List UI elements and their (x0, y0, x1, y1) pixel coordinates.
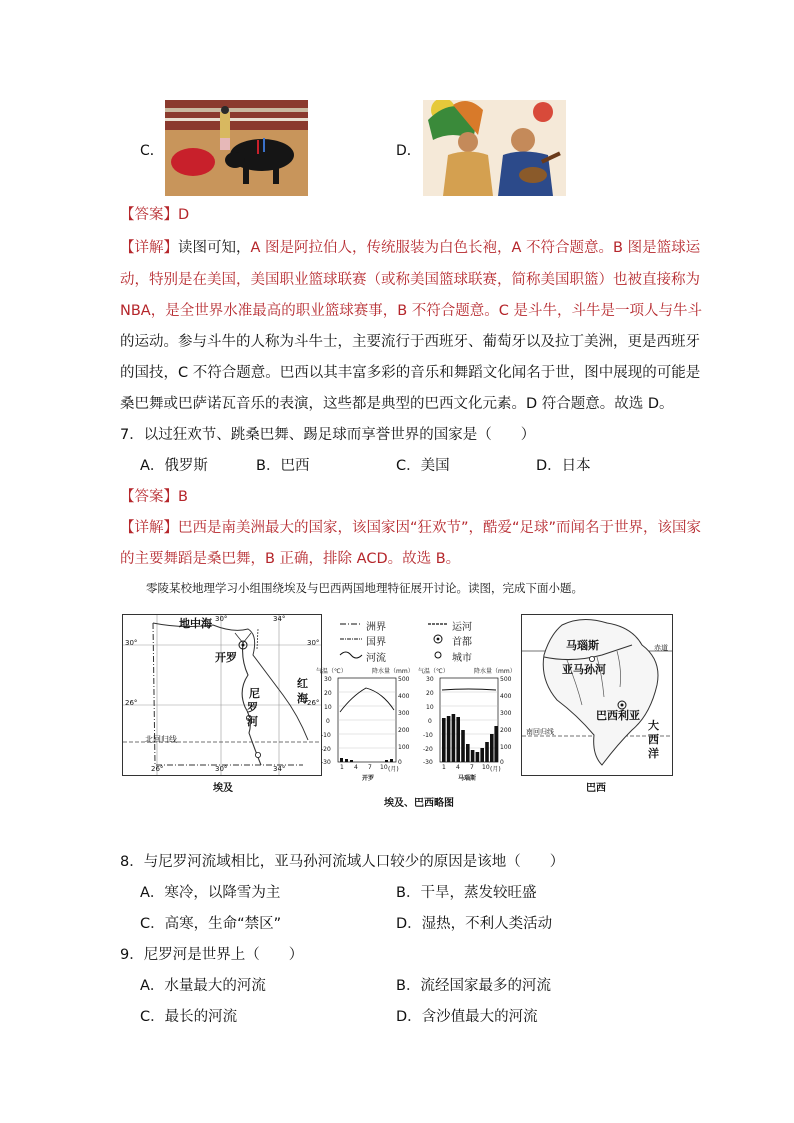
answer-tag: 【答案】 (120, 207, 178, 223)
q6-answer-line (120, 205, 189, 225)
manaus-ptick: 100 (500, 744, 512, 751)
atlantic-label-1: 大 (648, 719, 659, 732)
med-sea-label: 地中海 (179, 617, 212, 630)
manaus-ptick: 500 (500, 676, 512, 683)
q9-option-a: A．水量最大的河流 (140, 978, 266, 994)
top-lon-30: 30° (215, 615, 228, 623)
cairo-ptick: 0 (398, 759, 402, 766)
tropic-label: 北回归线 (145, 735, 177, 744)
manaus-tick: 20 (426, 690, 434, 697)
brasilia-label: 巴西利亚 (596, 709, 640, 722)
legend-city: 城市 (452, 653, 472, 664)
q7-stem: 7．以过狂欢节、跳桑巴舞、踢足球而享誉世界的国家是（ ） (120, 427, 536, 443)
manaus-precip-label: 降水量（mm） (474, 668, 516, 675)
detail-text: 巴西是南美洲最大的国家，该国家因“狂欢节”，酷爱“足球”而闻名于世界，该国家 (178, 520, 702, 536)
cairo-ptick: 100 (398, 744, 410, 751)
q8-stem: 8．与尼罗河流域相比，亚马孙河流域人口较少的原因是该地（ ） (120, 854, 565, 870)
manaus-ptick: 200 (500, 727, 512, 734)
bullfight-photo (165, 100, 308, 196)
q6-detail-line-4: 的运动。参与斗牛的人称为斗牛士，主要流行于西班牙、葡萄牙以及拉丁美洲，更是西班牙 (120, 334, 700, 350)
answer-tag: 【答案】 (120, 489, 178, 505)
q6-detail-line-2: 动，特别是在美国，美国职业篮球联赛（或称美国篮球联赛，简称美国职篮）也被直接称为 (120, 272, 700, 288)
cairo-tick: 20 (324, 690, 332, 697)
q9-option-b: B．流经国家最多的河流 (396, 978, 551, 994)
manaus-ptick: 300 (500, 710, 512, 717)
q7-option-c: C．美国 (396, 458, 450, 474)
lon-34: 34° (273, 765, 286, 773)
q9-option-c: C．最长的河流 (140, 1009, 238, 1025)
figure-intro: 零陵某校地理学习小组围绕埃及与巴西两国地理特征展开讨论。读图，完成下面小题。 (146, 581, 583, 595)
manaus-xtick: 1 (442, 764, 446, 771)
manaus-ptick: 400 (500, 693, 512, 700)
cairo-temp-label: 气温（℃） (316, 668, 347, 675)
lat-30: 30° (125, 639, 138, 647)
cairo-tick: 30 (324, 676, 332, 683)
manaus-tick: -30 (423, 759, 433, 766)
cairo-xtick: 7 (368, 764, 372, 771)
cairo-tick: 0 (326, 718, 330, 725)
manaus-xtick: 10 (482, 764, 490, 771)
manaus-tick: 0 (428, 718, 432, 725)
red-sea-label-1: 红 (297, 677, 308, 690)
cairo-tick: -30 (321, 759, 331, 766)
amazon-label: 亚马孙河 (562, 663, 606, 676)
q8-option-d: D．湿热，不利人类活动 (396, 916, 553, 932)
brazil-caption: 巴西 (586, 783, 606, 794)
cairo-xtick: (月) (388, 766, 399, 773)
egypt-map (122, 614, 322, 776)
lat-30-right: 30° (307, 639, 320, 647)
manaus-tick: -10 (423, 732, 433, 739)
figure-caption: 埃及、巴西略图 (384, 798, 454, 809)
atlantic-label-3: 洋 (648, 747, 659, 760)
detail-tag: 【详解】 (120, 520, 178, 536)
manaus-temp-label: 气温（℃） (418, 668, 449, 675)
manaus-label: 马瑙斯 (566, 639, 599, 652)
manaus-xtick: 4 (456, 764, 460, 771)
nile-label-2: 罗 (247, 701, 258, 714)
top-lon-34: 34° (273, 615, 286, 623)
manaus-city-label: 马瑙斯 (458, 775, 477, 782)
answer-value: D (178, 207, 190, 223)
cairo-xtick: 4 (354, 764, 358, 771)
egypt-caption: 埃及 (213, 783, 233, 794)
q9-stem: 9．尼罗河是世界上（ ） (120, 947, 304, 963)
q7-option-b: B．巴西 (256, 458, 310, 474)
samba-photo (423, 100, 566, 196)
cairo-label: 开罗 (215, 651, 237, 664)
manaus-xtick: (月) (490, 766, 501, 773)
cairo-tick: 10 (324, 704, 332, 711)
cairo-ptick: 300 (398, 710, 410, 717)
legend-river: 河流 (366, 653, 386, 664)
answer-value: B (178, 489, 188, 505)
atlantic-label-2: 西 (648, 733, 659, 746)
tropic-south-label: 南回归线 (526, 728, 554, 736)
manaus-climate-chart (418, 666, 518, 782)
q8-option-b: B．干旱，蒸发较旺盛 (396, 885, 537, 901)
lon-26: 26° (151, 765, 164, 773)
cairo-climate-chart (316, 666, 416, 782)
red-sea-label-2: 海 (297, 692, 308, 705)
q7-detail-line-2: 的主要舞蹈是桑巴舞，B 正确，排除 ACD。故选 B。 (120, 551, 461, 567)
cairo-xtick: 10 (380, 764, 388, 771)
cairo-ptick: 200 (398, 727, 410, 734)
manaus-tick: 30 (426, 676, 434, 683)
manaus-xtick: 7 (470, 764, 474, 771)
legend-capital: 首都 (452, 637, 472, 648)
detail-text-1a: 读图可知， (178, 240, 251, 256)
manaus-tick: -20 (423, 746, 433, 753)
cairo-tick: -20 (321, 746, 331, 753)
q7-option-a: A．俄罗斯 (140, 458, 208, 474)
lat-26-right: 26° (307, 699, 320, 707)
cairo-city-label: 开罗 (362, 775, 375, 782)
cairo-ptick: 400 (398, 693, 410, 700)
detail-tag: 【详解】 (120, 240, 178, 256)
legend-canal: 运河 (452, 622, 472, 633)
equator-label: 赤道 (654, 644, 668, 652)
option-d-label: D． (396, 143, 421, 159)
q9-option-d: D．含沙值最大的河流 (396, 1009, 538, 1025)
q8-option-c: C．高寒，生命“禁区” (140, 916, 282, 932)
q7-detail-line-1 (120, 518, 701, 538)
map-legend (338, 617, 508, 667)
nile-label-3: 河 (247, 715, 258, 728)
q7-option-d: D．日本 (536, 458, 591, 474)
legend-national-border: 国界 (366, 637, 386, 648)
q6-detail-line-1 (120, 238, 700, 258)
q6-detail-line-3: NBA，是全世界水准最高的职业篮球赛事，B 不符合题意。C 是斗牛，斗牛是一项人与牛斗 (120, 303, 703, 319)
cairo-tick: -10 (321, 732, 331, 739)
option-c-label: C． (140, 143, 164, 159)
q6-detail-line-6: 桑巴舞或巴萨诺瓦音乐的表演，这些都是典型的巴西文化元素。D 符合题意。故选 D。 (120, 396, 674, 412)
legend-continent-border: 洲界 (366, 622, 386, 633)
lat-26: 26° (125, 699, 138, 707)
q7-answer-line (120, 487, 188, 507)
q6-detail-line-5: 的国技，C 不符合题意。巴西以其丰富多彩的音乐和舞蹈文化闻名于世，图中展现的可能是 (120, 365, 701, 381)
q8-option-a: A．寒冷，以降雪为主 (140, 885, 281, 901)
brazil-map (521, 614, 673, 776)
detail-text-1b: A 图是阿拉伯人，传统服装为白色长袍，A 不符合题意。B 图是篮球运 (250, 240, 701, 256)
manaus-ptick: 0 (500, 759, 504, 766)
manaus-tick: 10 (426, 704, 434, 711)
nile-label-1: 尼 (249, 687, 260, 700)
lon-30: 30° (215, 765, 228, 773)
cairo-precip-label: 降水量（mm） (372, 668, 414, 675)
cairo-ptick: 500 (398, 676, 410, 683)
cairo-xtick: 1 (340, 764, 344, 771)
